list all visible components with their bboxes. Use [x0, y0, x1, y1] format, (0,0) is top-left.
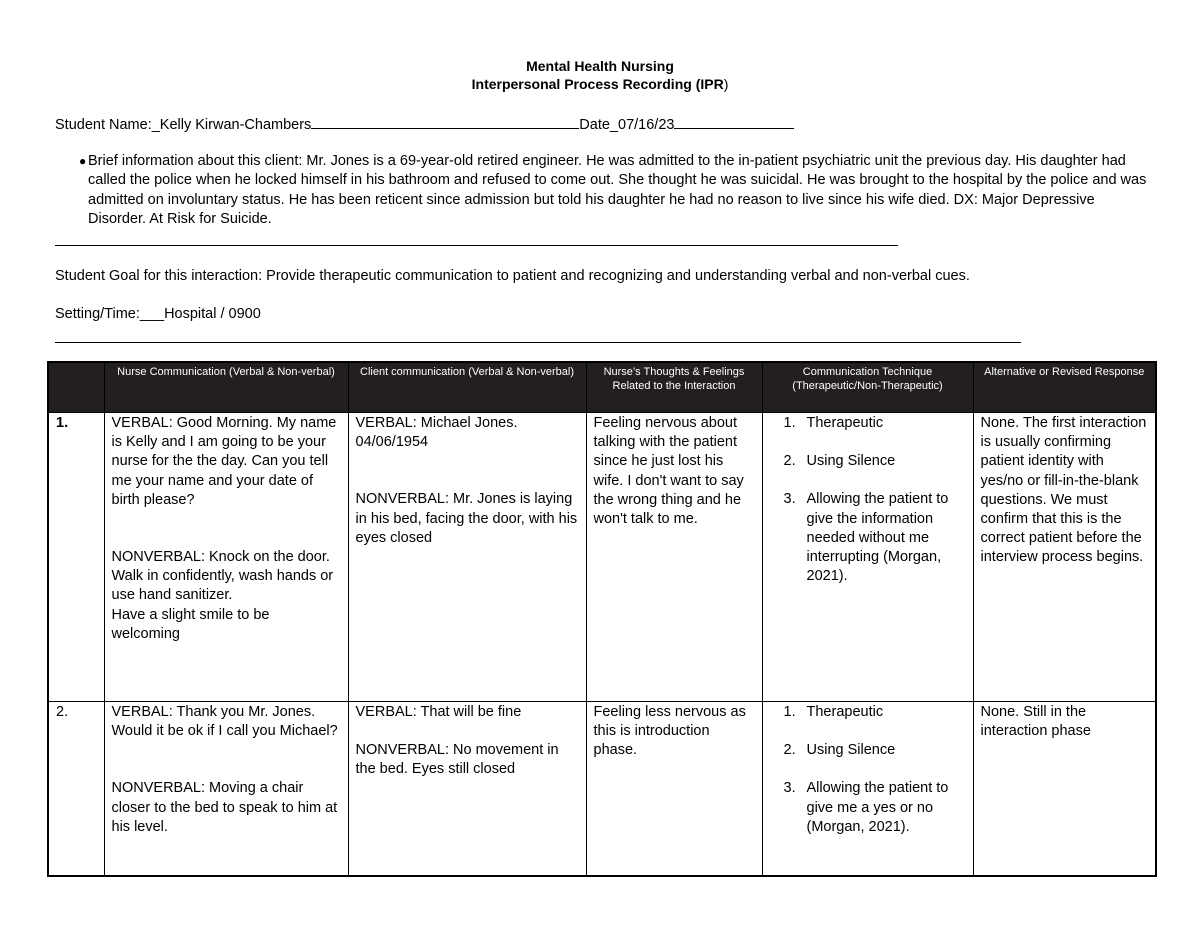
- goal-line: [55, 267, 970, 286]
- spacer: [112, 510, 341, 548]
- list-item: [770, 490, 966, 586]
- list-item: [770, 414, 966, 433]
- date-underline: [674, 115, 794, 129]
- date-value: 07/16/23: [618, 117, 675, 133]
- technique-list: [770, 414, 966, 586]
- spacer: [112, 741, 341, 779]
- nurse-thoughts-cell: Feeling nervous about talking with the patient since he just lost his wife. I don't want to say the wrong thing and he won't talk to me.: [586, 413, 762, 702]
- list-item: [770, 741, 966, 760]
- alternative-response-cell: None. The first interaction is usually confirming patient identity with yes/no or fill-in-the-blank questions. We must confirm that this is the correct patient before the interview process begins.: [973, 413, 1156, 702]
- client-verbal-text: Michael Jones. 04/06/1954: [355, 415, 518, 451]
- client-info: [79, 152, 1148, 229]
- header-alternative-response: Alternative or Revised Response: [973, 362, 1156, 413]
- header-number: [48, 362, 104, 413]
- subtitle-paren: ): [723, 76, 729, 92]
- client-info-text: Mr. Jones is a 69-year-old retired engineer. He was admitted to the in-patient psychiatric unit the previous day. His daughter had called the police when he locked himself in his bathroom and refused to come out. She thought he was suicidal. He was brought to the hospital by the police and was admitted on involuntary status. He has been reticent since admission but told his daughter he had no reason to live since his wife died. DX: Major Depressive Disorder. At Risk for Suicide.: [88, 153, 1147, 227]
- technique-text: Using Silence: [806, 453, 896, 470]
- student-line: [55, 115, 794, 135]
- client-nonverbal: [356, 741, 579, 779]
- list-item: [770, 703, 966, 722]
- goal-label: Student Goal for this interaction:: [55, 268, 263, 284]
- verbal-label: VERBAL:: [355, 415, 417, 431]
- date-label: Date_: [579, 117, 618, 133]
- nurse-verbal-text: Good Morning. My name is Kelly and I am going to be your nurse for the the day. Can you tell me your name and your date of birth please?: [111, 415, 337, 508]
- client-communication-cell: [348, 702, 586, 876]
- table-row: [48, 702, 1156, 876]
- technique-text: Allowing the patient to give me a yes or no (Morgan, 2021).: [806, 780, 949, 835]
- technique-cell: [762, 702, 973, 876]
- list-item: [770, 452, 966, 471]
- client-verbal-text: That will be fine: [416, 704, 522, 720]
- goal-text: Provide therapeutic communication to patient and recognizing and understanding verbal and non-verbal cues.: [262, 268, 970, 284]
- name-underline: [311, 115, 579, 129]
- nonverbal-label: NONVERBAL:: [111, 549, 205, 566]
- nurse-nonverbal-extra: Have a slight smile to be welcoming: [111, 606, 270, 642]
- table-header-row: [48, 362, 1156, 413]
- nonverbal-label: NONVERBAL:: [111, 780, 205, 797]
- list-number: 1.: [783, 704, 796, 720]
- nurse-nonverbal: [112, 779, 341, 837]
- spacer: [356, 722, 579, 741]
- student-name-label: Student Name:_: [55, 117, 160, 133]
- list-number: 2.: [783, 453, 796, 470]
- header-nurse-communication: Nurse Communication (Verbal & Non-verbal): [104, 362, 348, 413]
- spacer: [356, 452, 579, 490]
- verbal-label: VERBAL:: [111, 415, 173, 431]
- bullet-icon: ●: [79, 154, 87, 168]
- alternative-response-cell: None. Still in the interaction phase: [973, 702, 1156, 876]
- technique-text: Using Silence: [806, 742, 896, 759]
- client-nonverbal: [356, 490, 579, 548]
- nurse-nonverbal-text: Moving a chair closer to the bed to speak to him at his level.: [111, 780, 338, 835]
- list-number: 3.: [783, 780, 796, 797]
- subtitle-main: Interpersonal Process Recording (IPR: [471, 76, 724, 92]
- title-block: [0, 57, 1200, 93]
- nurse-nonverbal-text: Knock on the door. Walk in confidently, wash hands or use hand sanitizer.: [111, 549, 334, 604]
- technique-list: [770, 703, 966, 837]
- row-number: 2.: [48, 702, 104, 876]
- document-subtitle: [0, 75, 1200, 93]
- setting-label: Setting/Time:___: [55, 306, 165, 322]
- nurse-verbal: [112, 703, 341, 741]
- verbal-label: VERBAL:: [355, 704, 417, 720]
- document-title: Mental Health Nursing: [526, 58, 674, 74]
- client-nonverbal-text: Mr. Jones is laying in his bed, facing the door, with his eyes closed: [355, 491, 578, 546]
- nurse-verbal-text: Thank you Mr. Jones. Would it be ok if I call you Michael?: [111, 704, 338, 740]
- list-number: 3.: [783, 491, 796, 508]
- student-name-value: Kelly Kirwan-Chambers: [159, 117, 312, 133]
- nonverbal-label: NONVERBAL:: [355, 491, 449, 508]
- divider-line: [55, 245, 898, 246]
- technique-cell: [762, 413, 973, 702]
- nurse-communication-cell: [104, 702, 348, 876]
- table-row: [48, 413, 1156, 702]
- client-verbal: [356, 703, 579, 722]
- nurse-nonverbal: [112, 548, 341, 606]
- ipr-table: [47, 361, 1157, 877]
- nurse-thoughts-cell: Feeling less nervous as this is introduction phase.: [586, 702, 762, 876]
- divider-line: [55, 342, 1021, 343]
- header-communication-technique: Communication Technique (Therapeutic/Non-Therapeutic): [762, 362, 973, 413]
- header-client-communication: Client communication (Verbal & Non-verbal): [348, 362, 586, 413]
- client-nonverbal-text: No movement in the bed. Eyes still closed: [355, 742, 559, 778]
- technique-text: Therapeutic: [806, 415, 884, 431]
- technique-text: Allowing the patient to give the information needed without me interrupting (Morgan, 2021).: [806, 491, 949, 585]
- nurse-communication-cell: [104, 413, 348, 702]
- setting-line: [55, 305, 261, 324]
- verbal-label: VERBAL:: [111, 704, 173, 720]
- technique-text: Therapeutic: [806, 704, 884, 720]
- list-number: 2.: [783, 742, 796, 759]
- row-number: 1.: [48, 413, 104, 702]
- list-number: 1.: [783, 415, 796, 431]
- client-communication-cell: [348, 413, 586, 702]
- client-info-label: Brief information about this client:: [88, 153, 303, 169]
- setting-value: Hospital / 0900: [164, 306, 261, 322]
- nonverbal-label: NONVERBAL:: [355, 742, 449, 759]
- nurse-verbal: [112, 414, 341, 510]
- client-verbal: [356, 414, 579, 452]
- list-item: [770, 779, 966, 837]
- header-nurse-thoughts: Nurse’s Thoughts & Feelings Related to the Interaction: [586, 362, 762, 413]
